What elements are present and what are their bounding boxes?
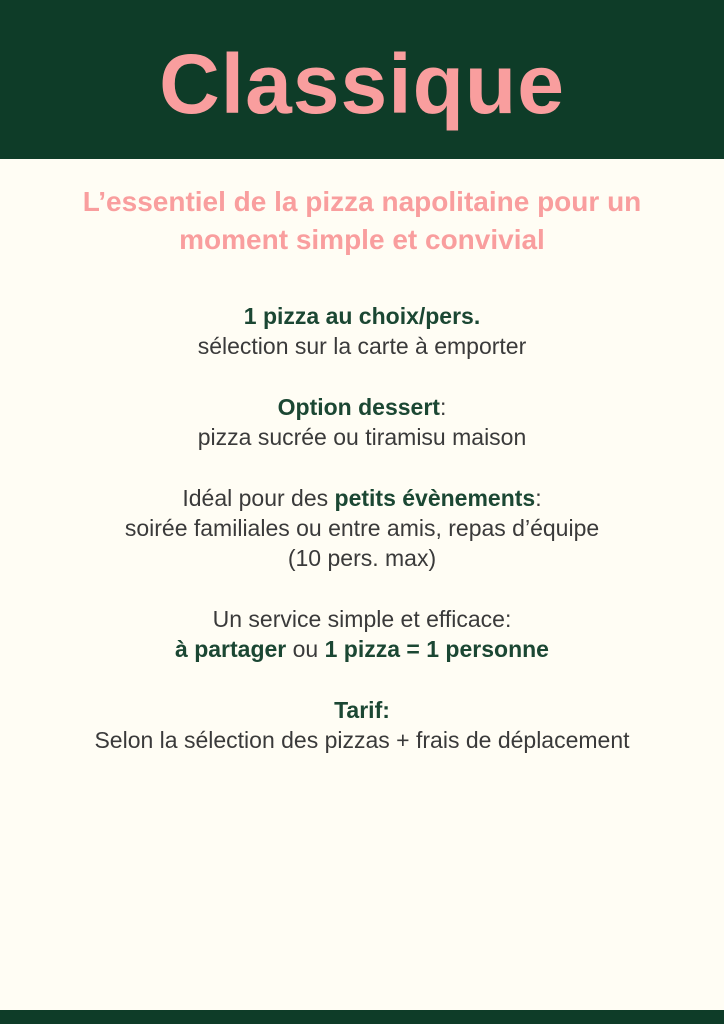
menu-text: : (535, 485, 542, 511)
menu-text: Selon la sélection des pizzas + frais de déplacement (94, 727, 630, 753)
menu-line (0, 634, 724, 664)
menu-text-emphasis: 1 pizza au choix/pers. (243, 303, 481, 329)
menu-section-service (0, 604, 724, 664)
menu-line (0, 543, 724, 573)
menu-text: Un service simple et efficace: (212, 606, 512, 632)
menu-line (0, 604, 724, 634)
menu-line (0, 392, 724, 422)
menu-line (0, 695, 724, 725)
menu-section-tarif (0, 695, 724, 755)
menu-text: soirée familiales ou entre amis, repas d’équipe (124, 515, 600, 541)
menu-section-dessert-option (0, 392, 724, 452)
menu-text-emphasis: Tarif: (334, 697, 390, 723)
menu-text: : (439, 394, 447, 420)
menu-text: sélection sur la carte à emporter (197, 333, 527, 359)
menu-body (0, 301, 724, 755)
menu-text: (10 pers. max) (287, 545, 437, 571)
menu-text: pizza sucrée ou tiramisu maison (197, 424, 527, 450)
menu-text-emphasis: petits évènements (334, 485, 536, 511)
menu-line (0, 513, 724, 543)
menu-text: Idéal pour des (182, 485, 335, 511)
menu-text-emphasis: Option dessert (277, 394, 440, 420)
menu-text: ou (286, 636, 325, 662)
menu-text-emphasis: à partager (175, 636, 287, 662)
menu-line (0, 725, 724, 755)
menu-line (0, 301, 724, 331)
header-banner (0, 0, 724, 159)
menu-section-events (0, 483, 724, 573)
menu-text-emphasis: 1 pizza = 1 personne (324, 636, 549, 662)
subtitle-line-1: L’essentiel de la pizza napolitaine pour un (82, 186, 642, 217)
page-title: Classique (159, 36, 565, 131)
menu-line (0, 422, 724, 452)
menu-line (0, 483, 724, 513)
subtitle-line-2: moment simple et convivial (179, 224, 545, 255)
menu-section-pizza-choice (0, 301, 724, 361)
footer-bar (0, 1010, 724, 1024)
menu-line (0, 331, 724, 361)
subtitle (0, 183, 724, 259)
